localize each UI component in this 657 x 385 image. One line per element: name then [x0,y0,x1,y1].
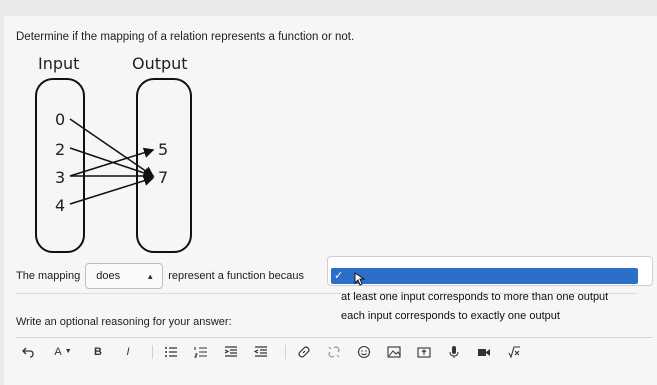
output-value: 5 [158,140,169,159]
italic-button[interactable]: I [126,345,130,358]
question-card [4,16,657,385]
font-color-button[interactable] [46,342,80,362]
image-upload-icon[interactable] [412,342,436,362]
input-value: 3 [55,168,66,187]
microphone-icon[interactable] [442,342,466,362]
unlink-icon[interactable] [322,342,346,362]
input-value: 4 [55,196,66,215]
mapping-sentence [16,264,304,288]
editor-toolbar [16,337,653,365]
emoji-icon[interactable] [352,342,376,362]
mouse-cursor-icon [354,272,366,286]
video-icon[interactable] [472,342,496,362]
reason-dropdown-highlight[interactable] [331,268,638,284]
input-title: Input [38,54,80,73]
input-oval [35,78,85,253]
chevron-updown-icon: ▲︎ [146,271,155,281]
caret-down-icon: ▼ [64,348,72,355]
numbered-list-icon[interactable] [189,342,213,362]
does-select[interactable] [85,263,163,289]
output-value: 7 [158,168,169,187]
link-icon[interactable] [292,342,316,362]
bullet-list-icon[interactable] [159,342,183,362]
input-value: 2 [55,140,66,159]
indent-icon[interactable] [219,342,243,362]
bold-button[interactable]: B [94,345,102,358]
output-oval [136,78,192,253]
image-icon[interactable] [382,342,406,362]
does-select-value: does [96,270,121,282]
font-color-label: A [54,345,62,358]
check-icon: ✓ [334,270,344,282]
write-reasoning-label: Write an optional reasoning for your answer: [16,316,232,328]
dropdown-option[interactable]: at least one input corresponds to more than one output [341,291,609,303]
undo-icon[interactable] [16,342,40,362]
formula-icon[interactable] [502,342,526,362]
outdent-icon[interactable] [249,342,273,362]
input-value: 0 [55,110,66,129]
toolbar-separator [285,345,286,359]
toolbar-separator [152,345,153,359]
mapping-suffix: represent a function becaus [168,270,304,282]
question-text: Determine if the mapping of a relation represents a function or not. [16,31,355,43]
output-title: Output [132,54,188,73]
mapping-prefix: The mapping [16,270,81,282]
dropdown-option[interactable]: each input corresponds to exactly one output [341,310,560,322]
